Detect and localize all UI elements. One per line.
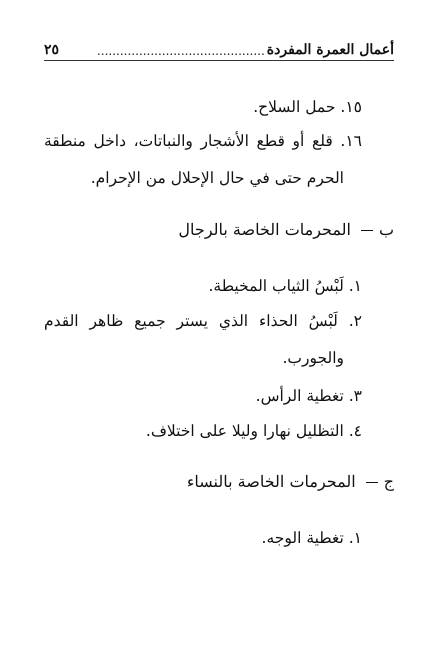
list-item: ١. تغطية الوجه. — [261, 529, 362, 547]
list-item-continuation: والجورب. — [282, 349, 344, 367]
list-item: ١. لَبْسُ الثياب المخيطة. — [208, 277, 362, 295]
list-item: ١٦. قلع أو قطع الأشجار والنباتات، داخل منطقة — [44, 132, 362, 150]
header-leader-dots: ............................................ — [96, 44, 265, 58]
list-item: ١٥. حمل السلاح. — [253, 98, 362, 116]
page-number: ٢٥ — [44, 42, 60, 58]
header-title: أعمال العمرة المفردة — [266, 42, 394, 58]
header-rule — [44, 60, 394, 61]
section-title: المحرمات الخاصة بالنساء — [186, 472, 356, 491]
section-heading-women — [187, 467, 394, 497]
list-item-continuation: الحرم حتى في حال الإحلال من الإحرام. — [90, 169, 344, 187]
list-item: ٢. لَبْسُ الحذاء الذي يستر جميع ظاهر القدم — [44, 312, 362, 330]
section-letter: ج — [383, 472, 394, 491]
running-header — [44, 36, 394, 58]
section-heading-men — [178, 215, 394, 245]
section-title: المحرمات الخاصة بالرجال — [178, 220, 351, 239]
section-letter: ب — [378, 220, 394, 239]
list-item: ٣. تغطية الرأس. — [255, 387, 362, 405]
list-item: ٤. التظليل نهارا وليلا على اختلاف. — [145, 422, 362, 440]
heading-dash — [366, 482, 378, 483]
heading-dash — [361, 230, 373, 231]
